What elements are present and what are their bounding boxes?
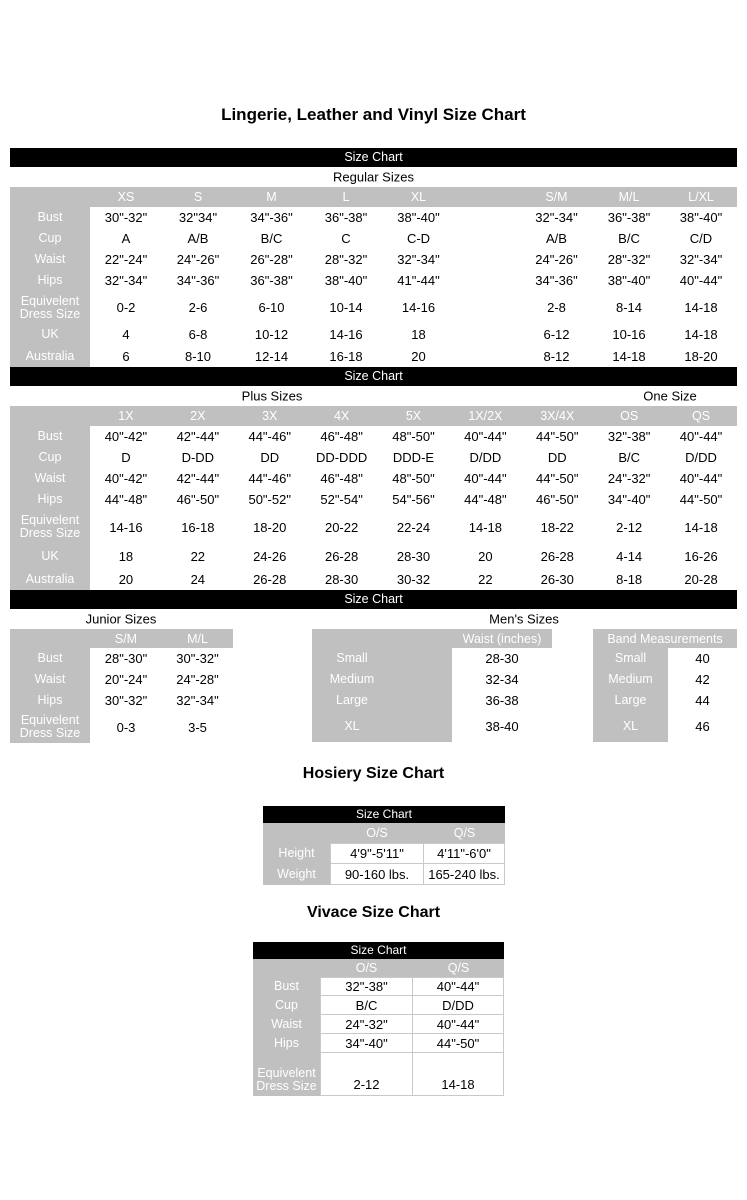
plus-cell: 40"-42": [90, 426, 162, 447]
regular-cell: 2-8: [520, 291, 593, 324]
plus-cell: 32"-38": [593, 426, 665, 447]
plus-row-label: Hips: [10, 489, 90, 510]
vivace-title: Vivace Size Chart: [306, 904, 441, 921]
hosiery-cell: 4'9"-5'11": [330, 843, 424, 864]
plus-cell: 48"-50": [378, 468, 450, 489]
mens-band-cell: 40: [668, 648, 737, 669]
plus-cell: D/DD: [665, 447, 737, 468]
vivace-size-chart-bar: Size Chart: [253, 942, 504, 959]
mens-waist-cell: 38-40: [452, 711, 552, 742]
plus-cell: 40"-42": [90, 468, 162, 489]
regular-cell: 38"-40": [309, 270, 383, 291]
vivace-table: [253, 959, 504, 1096]
hosiery-cell: 165-240 lbs.: [424, 864, 505, 885]
plus-cell: 22-24: [378, 510, 450, 544]
mens-waist-cell: 28-30: [452, 648, 552, 669]
regular-column-header: M/L: [593, 187, 665, 207]
plus-cell: 20: [90, 568, 162, 590]
regular-cell: 30"-32": [90, 207, 162, 228]
plus-cell: 14-18: [665, 510, 737, 544]
regular-row-label: Equivelent Dress Size: [10, 291, 90, 324]
plus-cell: 42"-44": [162, 426, 234, 447]
mens-band-size-label: Medium: [593, 669, 668, 690]
regular-column-header: XL: [383, 187, 454, 207]
regular-empty-cell: [454, 291, 520, 324]
vivace-column-header: O/S: [320, 959, 413, 977]
regular-column-header: S: [162, 187, 234, 207]
plus-cell: 44"-48": [90, 489, 162, 510]
plus-sizes-section-row: [10, 386, 737, 406]
plus-column-header: QS: [665, 406, 737, 426]
regular-cell: 32"34": [162, 207, 234, 228]
plus-row-label: Equivelent Dress Size: [10, 510, 90, 544]
mens-size-label: Large: [312, 690, 392, 711]
junior-row-label: Equivelent Dress Size: [10, 711, 90, 743]
vivace-cell: 24"-32": [320, 1015, 413, 1034]
regular-row-label: Hips: [10, 270, 90, 291]
mens-sizes-table: [312, 629, 737, 742]
plus-cell: 20-28: [665, 568, 737, 590]
plus-sizes-label: Plus Sizes: [241, 388, 303, 404]
regular-column-header: L/XL: [665, 187, 737, 207]
junior-cell: 30"-32": [162, 648, 233, 669]
plus-cell: 44"-50": [665, 489, 737, 510]
plus-cell: 28-30: [378, 544, 450, 568]
regular-sizes-section-row: [10, 167, 737, 187]
hosiery-column-header: Q/S: [424, 823, 505, 843]
vivace-cell: 32"-38": [320, 977, 413, 996]
plus-cell: 46"-50": [521, 489, 593, 510]
regular-cell: 18-20: [665, 345, 737, 367]
regular-cell: 18: [383, 324, 454, 345]
regular-row-label: Cup: [10, 228, 90, 249]
hosiery-cell: 90-160 lbs.: [330, 864, 424, 885]
junior-mens-section-row: [10, 609, 737, 629]
plus-column-header: 1X/2X: [449, 406, 521, 426]
hosiery-row-label: Height: [263, 843, 330, 864]
mens-band-size-label: Small: [593, 648, 668, 669]
plus-cell: DDD-E: [378, 447, 450, 468]
regular-cell: 6-8: [162, 324, 234, 345]
vivace-cell: B/C: [320, 996, 413, 1015]
mens-size-label: Small: [312, 648, 392, 669]
regular-cell: 14-18: [593, 345, 665, 367]
regular-cell: 16-18: [309, 345, 383, 367]
plus-cell: DD: [234, 447, 306, 468]
plus-cell: 44"-50": [521, 426, 593, 447]
mens-spacer-cell: [392, 711, 452, 742]
regular-column-spacer: [454, 187, 520, 207]
plus-header-corner: [10, 406, 90, 426]
vivace-cell: 14-18: [413, 1053, 504, 1096]
regular-cell: 14-16: [309, 324, 383, 345]
junior-column-header: S/M: [90, 629, 162, 648]
plus-cell: 30-32: [378, 568, 450, 590]
regular-cell: B/C: [234, 228, 309, 249]
plus-cell: 46"-48": [306, 468, 378, 489]
junior-cell: 28"-30": [90, 648, 162, 669]
plus-cell: 24: [162, 568, 234, 590]
regular-row-label: Bust: [10, 207, 90, 228]
plus-cell: 18-22: [521, 510, 593, 544]
plus-cell: 22: [449, 568, 521, 590]
junior-mens-band: [10, 609, 737, 743]
regular-cell: A: [90, 228, 162, 249]
plus-column-header: 2X: [162, 406, 234, 426]
plus-cell: 18-20: [234, 510, 306, 544]
regular-cell: 32"-34": [383, 249, 454, 270]
plus-cell: 40"-44": [665, 426, 737, 447]
regular-cell: 36"-38": [593, 207, 665, 228]
hosiery-row-label: Weight: [263, 864, 330, 885]
regular-cell: 20: [383, 345, 454, 367]
vivace-row-label: Cup: [253, 996, 320, 1015]
plus-cell: 4-14: [593, 544, 665, 568]
plus-cell: 8-18: [593, 568, 665, 590]
regular-cell: 32"-34": [665, 249, 737, 270]
mens-waist-cell: 32-34: [452, 669, 552, 690]
mens-band-size-label: XL: [593, 711, 668, 742]
plus-cell: 44"-50": [521, 468, 593, 489]
plus-sizes-table: [10, 406, 737, 590]
junior-cell: 3-5: [162, 711, 233, 743]
regular-cell: 10-14: [309, 291, 383, 324]
regular-column-header: XS: [90, 187, 162, 207]
plus-cell: 20-22: [306, 510, 378, 544]
plus-cell: 52"-54": [306, 489, 378, 510]
mens-gap-cell: [552, 669, 593, 690]
plus-cell: 34"-40": [593, 489, 665, 510]
plus-cell: 14-16: [90, 510, 162, 544]
junior-sizes-label: Junior Sizes: [85, 611, 157, 627]
regular-cell: 40"-44": [665, 270, 737, 291]
plus-cell: 44"-48": [449, 489, 521, 510]
plus-cell: 24-26: [234, 544, 306, 568]
regular-cell: 22"-24": [90, 249, 162, 270]
regular-empty-cell: [454, 324, 520, 345]
regular-column-header: S/M: [520, 187, 593, 207]
junior-mens-size-chart-bar: Size Chart: [10, 590, 737, 609]
plus-cell: 50"-52": [234, 489, 306, 510]
regular-cell: 38"-40": [383, 207, 454, 228]
plus-column-header: 3X: [234, 406, 306, 426]
hosiery-cell: 4'11"-6'0": [424, 843, 505, 864]
regular-cell: C-D: [383, 228, 454, 249]
mens-band-header: Band Measurements: [593, 629, 737, 648]
junior-header-corner: [10, 629, 90, 648]
plus-cell: 46"-48": [306, 426, 378, 447]
regular-column-header: M: [234, 187, 309, 207]
plus-cell: D-DD: [162, 447, 234, 468]
mens-gap-cell: [552, 711, 593, 742]
junior-column-header: M/L: [162, 629, 233, 648]
hosiery-title: Hosiery Size Chart: [302, 765, 445, 782]
vivace-row-label: Bust: [253, 977, 320, 996]
regular-cell: C: [309, 228, 383, 249]
plus-cell: 26-28: [521, 544, 593, 568]
regular-cell: 10-12: [234, 324, 309, 345]
regular-cell: 34"-36": [520, 270, 593, 291]
regular-cell: 10-16: [593, 324, 665, 345]
page-title: Lingerie, Leather and Vinyl Size Chart: [221, 105, 526, 124]
mens-header-gap: [552, 629, 593, 648]
plus-cell: 26-30: [521, 568, 593, 590]
vivace-cell: 44"-50": [413, 1034, 504, 1053]
plus-cell: 44"-46": [234, 468, 306, 489]
regular-cell: 24"-26": [162, 249, 234, 270]
regular-cell: 38"-40": [593, 270, 665, 291]
plus-row-label: Waist: [10, 468, 90, 489]
vivace-table-wrap: [253, 942, 504, 1096]
regular-cell: 0-2: [90, 291, 162, 324]
regular-empty-cell: [454, 270, 520, 291]
regular-cell: 14-18: [665, 324, 737, 345]
regular-column-header: L: [309, 187, 383, 207]
vivace-cell: 2-12: [320, 1053, 413, 1096]
regular-cell: 14-16: [383, 291, 454, 324]
plus-row-label: Cup: [10, 447, 90, 468]
regular-cell: 4: [90, 324, 162, 345]
vivace-cell: 40"-44": [413, 977, 504, 996]
regular-empty-cell: [454, 207, 520, 228]
hosiery-size-chart-bar: Size Chart: [263, 806, 505, 823]
junior-sizes-table: [10, 629, 233, 743]
regular-cell: 36"-38": [234, 270, 309, 291]
regular-cell: 8-12: [520, 345, 593, 367]
plus-cell: 28-30: [306, 568, 378, 590]
plus-cell: D/DD: [449, 447, 521, 468]
junior-row-label: Bust: [10, 648, 90, 669]
vivace-cell: 34"-40": [320, 1034, 413, 1053]
regular-header-corner: [10, 187, 90, 207]
regular-cell: 12-14: [234, 345, 309, 367]
regular-cell: 6-10: [234, 291, 309, 324]
regular-sizes-label: Regular Sizes: [333, 169, 414, 185]
plus-row-label: UK: [10, 544, 90, 568]
regular-cell: 14-18: [665, 291, 737, 324]
plus-row-label: Bust: [10, 426, 90, 447]
mens-spacer-cell: [392, 690, 452, 711]
mens-spacer-cell: [392, 648, 452, 669]
plus-cell: 26-28: [234, 568, 306, 590]
regular-cell: 32"-34": [90, 270, 162, 291]
plus-size-chart-bar: Size Chart: [10, 367, 737, 386]
mens-header-corner: [312, 629, 452, 648]
one-size-label: One Size: [643, 388, 697, 404]
mens-size-label: XL: [312, 711, 392, 742]
junior-row-label: Waist: [10, 669, 90, 690]
mens-waist-header: Waist (inches): [452, 629, 552, 648]
hosiery-column-header: O/S: [330, 823, 424, 843]
plus-cell: B/C: [593, 447, 665, 468]
regular-row-label: Australia: [10, 345, 90, 367]
regular-cell: C/D: [665, 228, 737, 249]
plus-cell: 40"-44": [449, 426, 521, 447]
plus-column-header: 5X: [378, 406, 450, 426]
plus-cell: 42"-44": [162, 468, 234, 489]
junior-cell: 24"-28": [162, 669, 233, 690]
regular-cell: 6-12: [520, 324, 593, 345]
regular-cell: 38"-40": [665, 207, 737, 228]
regular-size-chart-bar: Size Chart: [10, 148, 737, 167]
plus-cell: DD: [521, 447, 593, 468]
junior-row-label: Hips: [10, 690, 90, 711]
plus-cell: 20: [449, 544, 521, 568]
regular-row-label: Waist: [10, 249, 90, 270]
mens-gap-cell: [552, 690, 593, 711]
junior-cell: 30"-32": [90, 690, 162, 711]
plus-cell: 14-18: [449, 510, 521, 544]
mens-waist-cell: 36-38: [452, 690, 552, 711]
junior-cell: 32"-34": [162, 690, 233, 711]
regular-cell: B/C: [593, 228, 665, 249]
regular-row-label: UK: [10, 324, 90, 345]
regular-cell: 2-6: [162, 291, 234, 324]
regular-cell: 28"-32": [593, 249, 665, 270]
vivace-header-corner: [253, 959, 320, 977]
regular-cell: 6: [90, 345, 162, 367]
plus-cell: 40"-44": [449, 468, 521, 489]
vivace-cell: D/DD: [413, 996, 504, 1015]
regular-cell: 34"-36": [162, 270, 234, 291]
vivace-column-header: Q/S: [413, 959, 504, 977]
mens-band-cell: 44: [668, 690, 737, 711]
regular-cell: 8-14: [593, 291, 665, 324]
regular-empty-cell: [454, 345, 520, 367]
regular-cell: 34"-36": [234, 207, 309, 228]
vivace-row-label: Waist: [253, 1015, 320, 1034]
plus-cell: 24"-32": [593, 468, 665, 489]
mens-spacer-cell: [392, 669, 452, 690]
plus-cell: 18: [90, 544, 162, 568]
plus-cell: 22: [162, 544, 234, 568]
vivace-row-label: Hips: [253, 1034, 320, 1053]
vivace-cell: 40"-44": [413, 1015, 504, 1034]
plus-cell: 46"-50": [162, 489, 234, 510]
regular-cell: 41"-44": [383, 270, 454, 291]
plus-cell: 2-12: [593, 510, 665, 544]
regular-cell: 32"-34": [520, 207, 593, 228]
plus-cell: 54"-56": [378, 489, 450, 510]
plus-cell: 26-28: [306, 544, 378, 568]
regular-sizes-table: [10, 187, 737, 367]
regular-cell: A/B: [162, 228, 234, 249]
regular-cell: 36"-38": [309, 207, 383, 228]
plus-column-header: 1X: [90, 406, 162, 426]
mens-band-cell: 42: [668, 669, 737, 690]
plus-row-label: Australia: [10, 568, 90, 590]
plus-cell: 44"-46": [234, 426, 306, 447]
plus-cell: 16-26: [665, 544, 737, 568]
regular-cell: 8-10: [162, 345, 234, 367]
hosiery-header-corner: [263, 823, 330, 843]
junior-cell: 20"-24": [90, 669, 162, 690]
regular-empty-cell: [454, 228, 520, 249]
regular-cell: 26"-28": [234, 249, 309, 270]
plus-cell: 40"-44": [665, 468, 737, 489]
plus-cell: 48"-50": [378, 426, 450, 447]
mens-size-label: Medium: [312, 669, 392, 690]
regular-cell: A/B: [520, 228, 593, 249]
plus-cell: D: [90, 447, 162, 468]
plus-cell: 16-18: [162, 510, 234, 544]
hosiery-table-wrap: [263, 806, 505, 885]
plus-column-header: 4X: [306, 406, 378, 426]
regular-cell: 24"-26": [520, 249, 593, 270]
plus-cell: DD-DDD: [306, 447, 378, 468]
junior-cell: 0-3: [90, 711, 162, 743]
hosiery-table: [263, 823, 505, 885]
mens-band-cell: 46: [668, 711, 737, 742]
mens-band-size-label: Large: [593, 690, 668, 711]
mens-sizes-label: Men's Sizes: [489, 611, 559, 627]
plus-column-header: 3X/4X: [521, 406, 593, 426]
vivace-row-label: Equivelent Dress Size: [253, 1053, 320, 1096]
mens-gap-cell: [552, 648, 593, 669]
regular-empty-cell: [454, 249, 520, 270]
regular-cell: 28"-32": [309, 249, 383, 270]
plus-column-header: OS: [593, 406, 665, 426]
